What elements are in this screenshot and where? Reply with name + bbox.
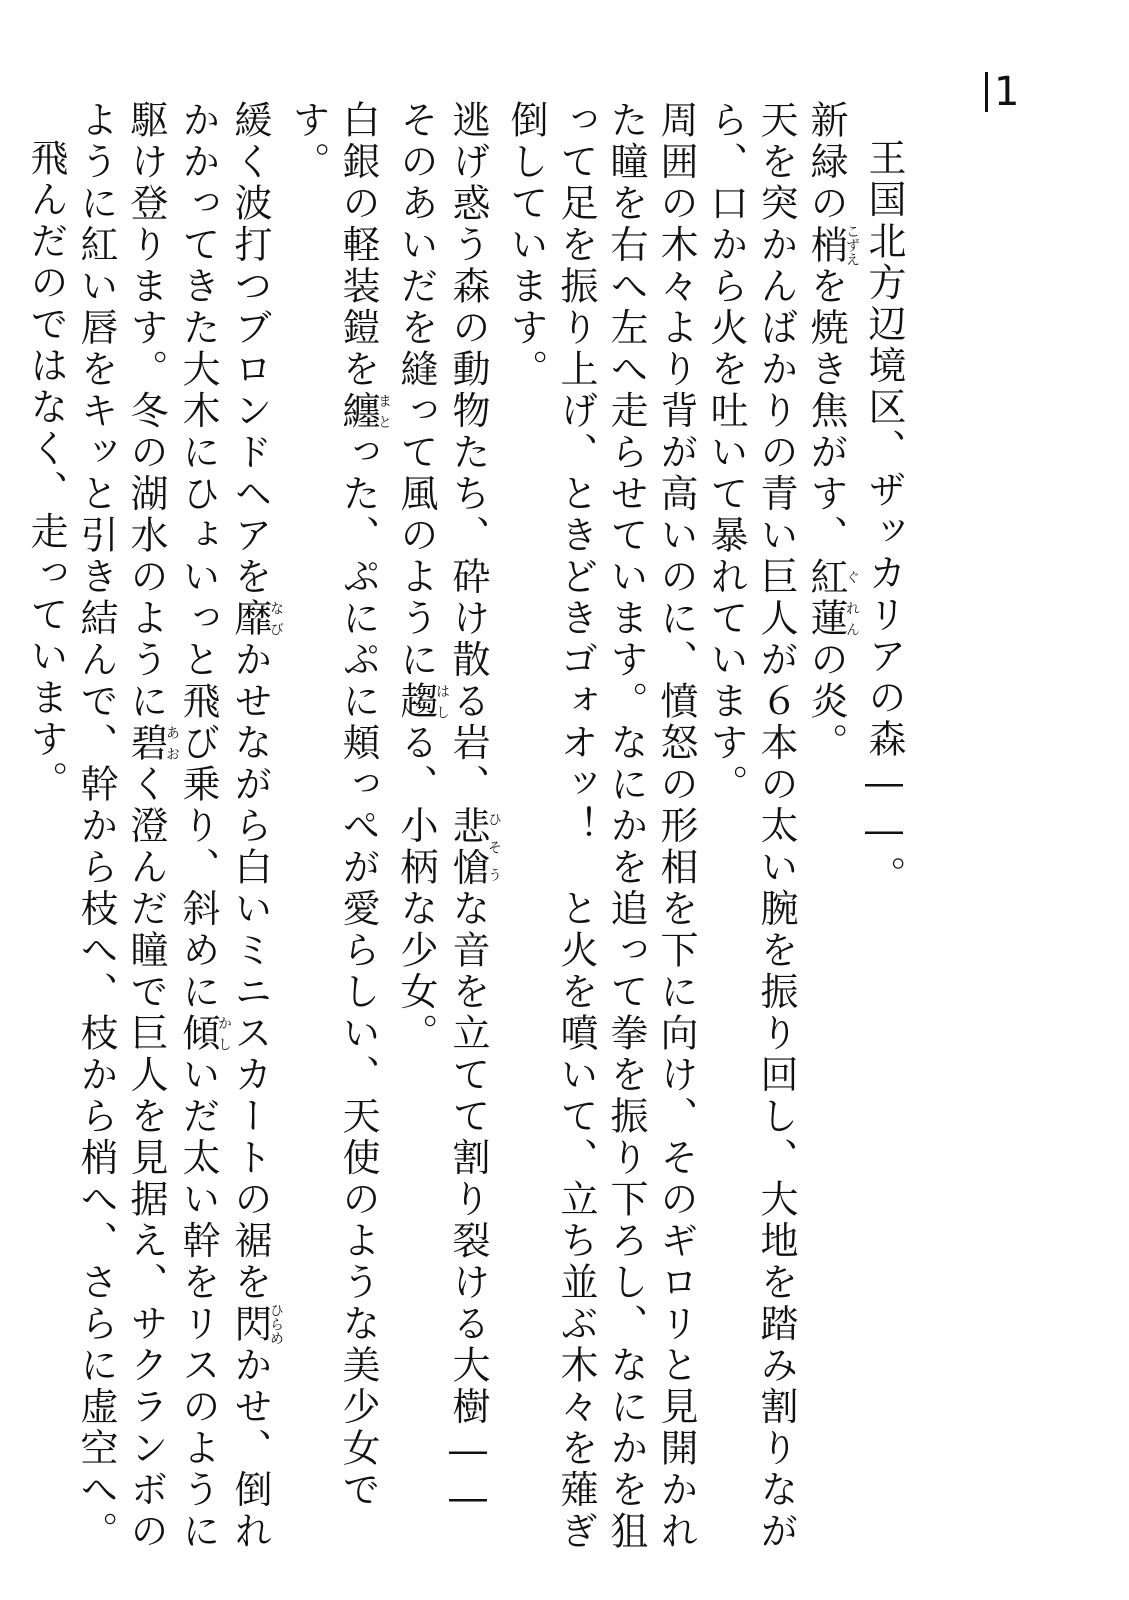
page-number (985, 69, 1022, 115)
ruby-annotation (336, 390, 392, 433)
paragraph: 周囲の木々より背が高いのに、憤怒の形相を下に向け、そのギロリと見開かれた瞳を右へ左へ走らせています。なにかを追って拳を振り下ろし、なにかを狙って足を振り上げ、ときどきゴォオッ！ と火を噴いて、立ち並ぶ木々を薙ぎ倒しています。 (504, 100, 698, 1553)
text-segment: 逃げ惑う森の動物たち、砕け散る岩、 (446, 100, 490, 806)
paragraph (801, 100, 859, 1560)
ruby-reading: ぐ (844, 556, 860, 598)
text-segment: な音を立てて割り裂ける大樹――そのあいだを縫って風のように (394, 100, 490, 1523)
ruby-base: 紅 (804, 556, 848, 598)
ruby-reading: ひらめ (268, 1303, 284, 1346)
body-text (21, 100, 909, 1560)
ruby-reading: こずえ (844, 224, 860, 267)
ruby-reading: あお (164, 722, 180, 764)
text-segment: く澄んだ瞳で巨人を見据え、サクランボのように紅い唇をキッと引き結んで、幹から枝へ、枝から梢へ、さらに虚空へ。 (74, 100, 168, 1553)
text-segment: の炎。 (804, 639, 848, 764)
ruby-annotation (804, 598, 860, 640)
paragraph: 王国北方辺境区、ザッカリアの森――。 (862, 138, 906, 897)
text-segment: 白銀の軽装鎧を (336, 100, 380, 391)
ruby-annotation (394, 681, 450, 723)
ruby-annotation (228, 1303, 284, 1346)
ruby-base: 纏 (336, 390, 380, 432)
text-segment: 緩く波打つブロンドヘアを (228, 100, 272, 598)
ruby-base: 梢 (804, 224, 848, 267)
ruby-base: 傾 (176, 1013, 220, 1055)
text-segment: る、小柄な少女。 (394, 722, 438, 1055)
ruby-annotation (804, 224, 860, 267)
ruby-annotation (124, 722, 180, 765)
text-segment: を焼き焦がす、 (804, 266, 848, 557)
ruby-reading: れん (844, 598, 860, 640)
ruby-reading: まと (376, 390, 392, 432)
ruby-reading: なび (268, 598, 284, 640)
text-segment: いだ太い幹をリスのように駆け登ります。冬の湖水のように (124, 100, 220, 1553)
ruby-annotation (176, 1013, 232, 1055)
ruby-base: 蓮 (804, 598, 848, 640)
paragraph: 飛んだのではなく、走っています。 (24, 138, 68, 802)
text-segment: かせ、倒れかかってきた大木にひょいっと飛び乗り、斜めに (176, 100, 272, 1553)
paragraph (283, 100, 391, 1560)
ruby-reading: ひそう (486, 805, 502, 889)
ruby-base: 趨 (394, 681, 438, 723)
ruby-base: 靡 (228, 598, 272, 640)
paragraph (391, 100, 501, 1560)
text-segment: かせながら白いミニスカートの裾を (228, 639, 272, 1304)
page-number-rule (985, 72, 988, 112)
ruby-reading: かし (216, 1013, 232, 1055)
ruby-annotation (804, 556, 860, 599)
ruby-base: 碧 (124, 722, 168, 764)
text-segment: 新緑の (804, 100, 848, 225)
paragraph: 天を突かんばかりの青い巨人が６本の太い腕を振り回し、大地を踏み割りながら、口から火を吐いて暴れています。 (704, 100, 798, 1553)
ruby-base: 悲愴 (446, 805, 490, 889)
ruby-annotation (446, 805, 502, 889)
ruby-annotation (228, 598, 284, 640)
ruby-reading: はし (434, 681, 450, 723)
paragraph (71, 100, 283, 1560)
ruby-base: 閃 (228, 1303, 272, 1346)
page-number-value: 1 (994, 69, 1022, 115)
text-segment: った、ぷにぷに頬っぺが愛らしい、天使のような美少女です。 (286, 100, 380, 1511)
